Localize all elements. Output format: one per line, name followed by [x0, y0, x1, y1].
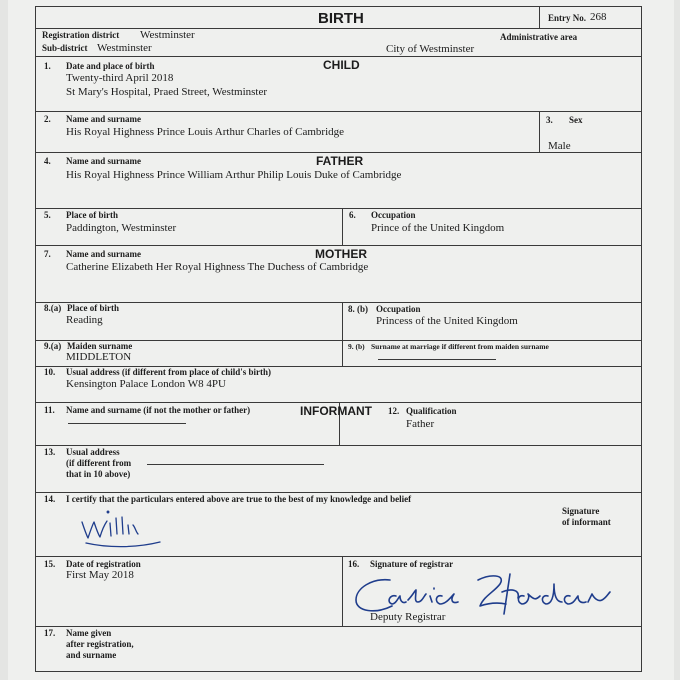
certification-statement: I certify that the particulars entered above are true to the best of my knowledge and belief: [66, 494, 412, 504]
field-11-number: 11.: [44, 405, 55, 415]
field-7-number: 7.: [44, 249, 51, 259]
child-sex: Male: [548, 140, 571, 152]
field-8a-number: 8.(a): [44, 303, 62, 313]
signature-of-informant-label-1: Signature: [562, 506, 600, 516]
father-occupation-label: Occupation: [371, 210, 416, 220]
informant-section-heading: INFORMANT: [300, 404, 372, 418]
date-of-registration-label: Date of registration: [66, 559, 141, 569]
name-given-label-2: after registration,: [66, 639, 134, 649]
informant-name-blank: [68, 423, 186, 424]
sex-label: Sex: [569, 115, 583, 125]
father-name: His Royal Highness Prince William Arthur Philip Louis Duke of Cambridge: [66, 169, 402, 181]
field-14-number: 14.: [44, 494, 56, 504]
surname-at-marriage-blank: [378, 359, 496, 360]
mother-name-label: Name and surname: [66, 249, 142, 259]
sub-district-label: Sub-district: [42, 43, 88, 53]
mother-occupation-label: Occupation: [376, 304, 421, 314]
mother-place-of-birth-label: Place of birth: [67, 303, 119, 313]
informant-address-label-1: Usual address: [66, 447, 120, 457]
field-17-number: 17.: [44, 628, 56, 638]
father-name-label: Name and surname: [66, 156, 142, 166]
mother-section-heading: MOTHER: [315, 247, 367, 261]
child-place-of-birth: St Mary's Hospital, Praed Street, Westminster: [66, 86, 268, 98]
informant-address-blank: [147, 464, 324, 465]
father-place-of-birth-label: Place of birth: [66, 210, 118, 220]
maiden-surname: MIDDLETON: [66, 351, 132, 363]
field-9a-number: 9.(a): [44, 341, 62, 351]
certificate-title: BIRTH: [318, 10, 364, 27]
date-of-registration: First May 2018: [66, 569, 134, 581]
child-name: His Royal Highness Prince Louis Arthur Charles of Cambridge: [66, 126, 345, 138]
qualification-label: Qualification: [406, 406, 457, 416]
mother-place-of-birth: Reading: [66, 314, 103, 326]
surname-at-marriage-label: Surname at marriage if different from maiden surname: [371, 342, 549, 351]
deputy-registrar-label: Deputy Registrar: [370, 611, 446, 623]
name-given-label-3: and surname: [66, 650, 117, 660]
informant-signature: [78, 508, 168, 552]
registration-district-value: Westminster: [140, 29, 195, 41]
child-name-label: Name and surname: [66, 114, 142, 124]
field-12-number: 12.: [388, 406, 400, 416]
administrative-area-label: Administrative area: [500, 32, 578, 42]
date-place-of-birth-label: Date and place of birth: [66, 61, 155, 71]
entry-label: Entry No.: [548, 13, 586, 23]
sub-district-value: Westminster: [97, 42, 152, 54]
informant-name-label: Name and surname (if not the mother or father): [66, 405, 251, 415]
signature-of-informant-label-2: of informant: [562, 517, 611, 527]
registrar-signature: [350, 566, 620, 622]
field-1-number: 1.: [44, 61, 51, 71]
signature-of-registrar-label: Signature of registrar: [370, 559, 454, 569]
mother-name: Catherine Elizabeth Her Royal Highness The Duchess of Cambridge: [66, 261, 369, 273]
entry-number: 268: [590, 11, 607, 23]
field-3-number: 3.: [546, 115, 553, 125]
child-date-of-birth: Twenty-third April 2018: [66, 72, 174, 84]
field-4-number: 4.: [44, 156, 51, 166]
field-5-number: 5.: [44, 210, 51, 220]
father-occupation: Prince of the United Kingdom: [371, 222, 505, 234]
field-10-number: 10.: [44, 367, 56, 377]
father-place-of-birth: Paddington, Westminster: [66, 222, 177, 234]
field-13-number: 13.: [44, 447, 56, 457]
mother-occupation: Princess of the United Kingdom: [376, 315, 518, 327]
registration-district-label: Registration district: [42, 30, 120, 40]
father-section-heading: FATHER: [316, 154, 364, 168]
usual-address: Kensington Palace London W8 4PU: [66, 378, 226, 390]
administrative-area-value: City of Westminster: [386, 43, 475, 55]
field-2-number: 2.: [44, 114, 51, 124]
informant-address-label-3: that in 10 above): [66, 469, 131, 479]
field-15-number: 15.: [44, 559, 56, 569]
field-8b-number: 8. (b): [348, 304, 368, 314]
field-6-number: 6.: [349, 210, 356, 220]
child-section-heading: CHILD: [323, 58, 360, 72]
field-9b-number: 9. (b): [348, 342, 365, 351]
usual-address-label: Usual address (if different from place of child's birth): [66, 367, 271, 377]
informant-address-label-2: (if different from: [66, 458, 132, 468]
name-given-label-1: Name given: [66, 628, 112, 638]
qualification: Father: [406, 418, 435, 430]
field-16-number: 16.: [348, 559, 360, 569]
maiden-surname-label: Maiden surname: [67, 341, 133, 351]
